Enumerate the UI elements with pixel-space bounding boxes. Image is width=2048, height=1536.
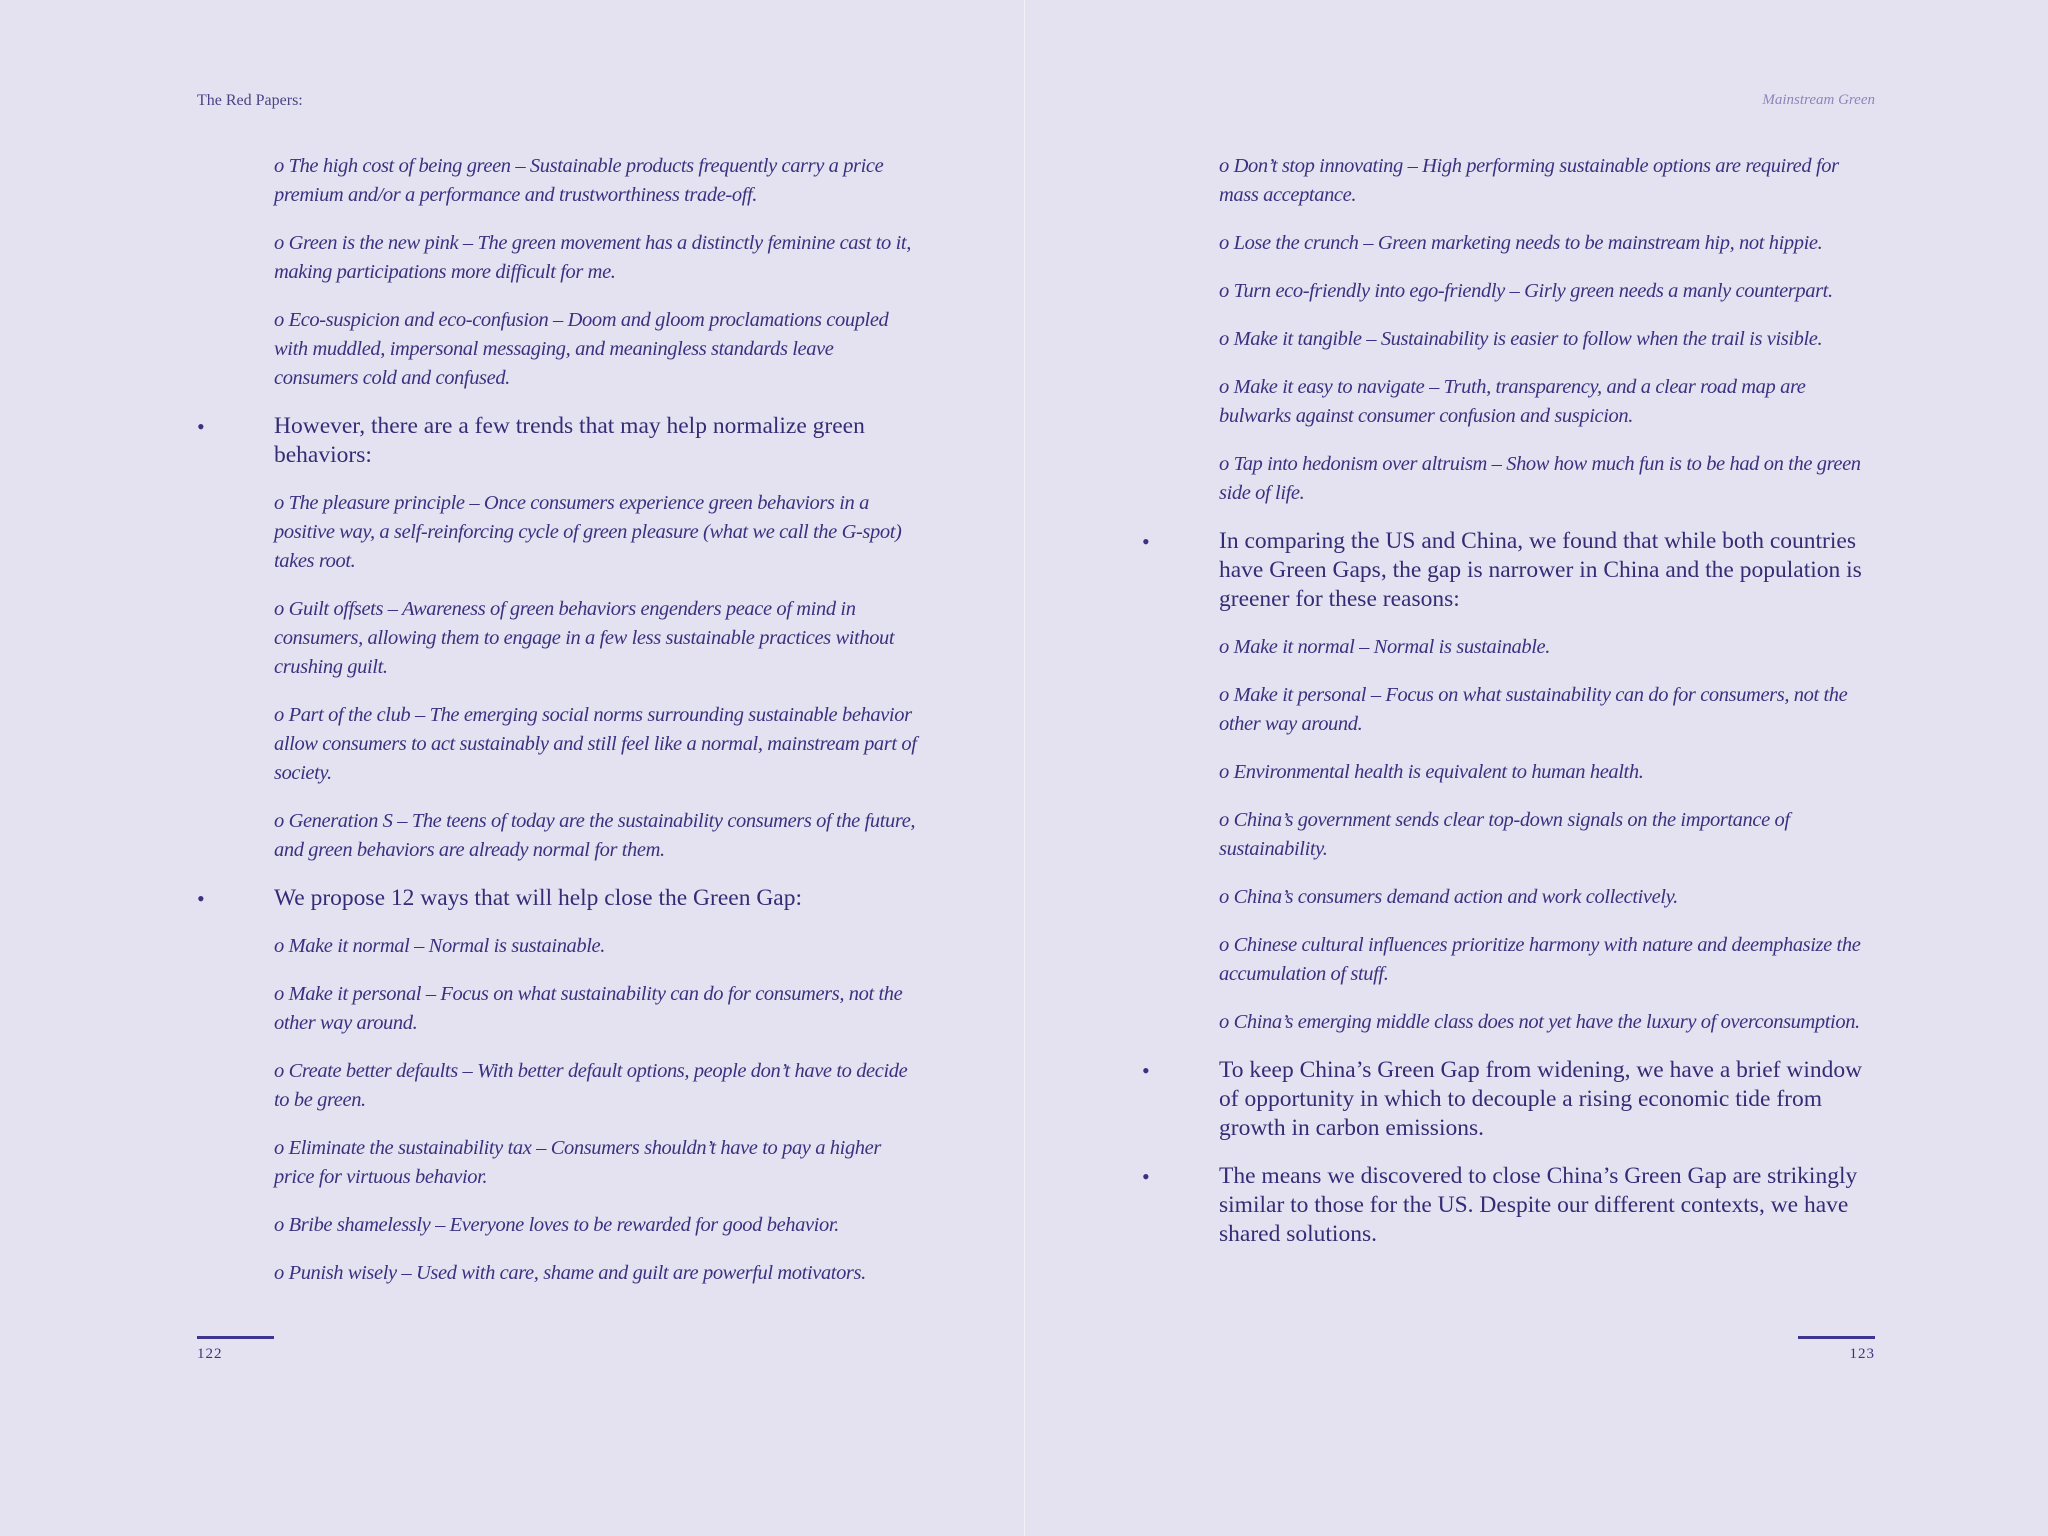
sub-point: o Guilt offsets – Awareness of green behaviors engenders peace of mind in consumers, allowing them to engage in a few less sustainable practices without crushing guilt. xyxy=(274,598,895,678)
bullet-text: To keep China’s Green Gap from widening, we have a brief window of opportunity in which to decouple a rising economic tide from growth in carbon emissions. xyxy=(1219,1057,1863,1141)
sub-point: o Don’t stop innovating – High performing sustainable options are required for mass acceptance. xyxy=(1219,155,1839,206)
bullet-text: However, there are a few trends that may help normalize green behaviors: xyxy=(274,413,865,468)
sub-point: o Make it normal – Normal is sustainable. xyxy=(274,935,605,957)
running-head: The Red Papers: xyxy=(197,92,303,109)
sub-point: o Green is the new pink – The green movement has a distinctly feminine cast to it, making participations more difficult for me. xyxy=(274,232,911,283)
page-body xyxy=(197,152,917,1307)
bullet-marker: • xyxy=(197,886,205,911)
folio-rule xyxy=(1798,1336,1875,1339)
sub-point: o Make it personal – Focus on what sustainability can do for consumers, not the other way around. xyxy=(274,983,903,1034)
sub-point: o China’s government sends clear top-down signals on the importance of sustainability. xyxy=(1219,809,1790,860)
sub-point: o Chinese cultural influences prioritize harmony with nature and deemphasize the accumulation of stuff. xyxy=(1219,934,1861,985)
sub-point: o Make it personal – Focus on what sustainability can do for consumers, not the other way around. xyxy=(1219,684,1848,735)
sub-point: o Punish wisely – Used with care, shame and guilt are powerful motivators. xyxy=(274,1262,866,1284)
sub-point: o Bribe shamelessly – Everyone loves to be rewarded for good behavior. xyxy=(274,1214,839,1236)
bullet-paragraph xyxy=(1142,1056,1875,1143)
bullet-text: In comparing the US and China, we found that while both countries have Green Gaps, the gap is narrower in China and the population is greener for these reasons: xyxy=(1219,528,1862,612)
sub-point: o Lose the crunch – Green marketing needs to be mainstream hip, not hippie. xyxy=(1219,232,1823,254)
sub-point: o The high cost of being green – Sustainable products frequently carry a price premium and/or a performance and trustworthiness trade-off. xyxy=(274,155,884,206)
bullet-paragraph xyxy=(1142,527,1875,614)
sub-point: o Eliminate the sustainability tax – Consumers shouldn’t have to pay a higher price for virtuous behavior. xyxy=(274,1137,881,1188)
sub-point: o China’s emerging middle class does not yet have the luxury of overconsumption. xyxy=(1219,1011,1860,1033)
bullet-marker: • xyxy=(197,414,205,439)
bullet-marker: • xyxy=(1142,529,1150,554)
bullet-text: We propose 12 ways that will help close the Green Gap: xyxy=(274,885,803,911)
running-head: Mainstream Green xyxy=(1762,92,1875,108)
sub-point: o Turn eco-friendly into ego-friendly – Girly green needs a manly counterpart. xyxy=(1219,280,1833,302)
bullet-text: The means we discovered to close China’s Green Gap are strikingly similar to those for the US. Despite our different contexts, we have shared solutions. xyxy=(1219,1163,1858,1247)
sub-point: o Generation S – The teens of today are the sustainability consumers of the future, and green behaviors are already normal for them. xyxy=(274,810,916,861)
sub-point: o Part of the club – The emerging social norms surrounding sustainable behavior allow consumers to act sustainably and still feel like a normal, mainstream part of society. xyxy=(274,704,917,784)
sub-point: o Make it normal – Normal is sustainable. xyxy=(1219,636,1550,658)
bullet-paragraph xyxy=(1142,1162,1875,1249)
page-number: 123 xyxy=(1849,1346,1875,1362)
page-number: 122 xyxy=(197,1346,223,1362)
sub-point: o The pleasure principle – Once consumers experience green behaviors in a positive way, a self-reinforcing cycle of green pleasure (what we call the G-spot) takes root. xyxy=(274,492,902,572)
sub-point: o China’s consumers demand action and work collectively. xyxy=(1219,886,1678,908)
sub-point: o Make it easy to navigate – Truth, transparency, and a clear road map are bulwarks against consumer confusion and suspicion. xyxy=(1219,376,1806,427)
page-body xyxy=(1142,152,1875,1268)
sub-point: o Make it tangible – Sustainability is easier to follow when the trail is visible. xyxy=(1219,328,1823,350)
sub-point: o Environmental health is equivalent to human health. xyxy=(1219,761,1644,783)
bullet-paragraph xyxy=(197,884,917,913)
sub-point: o Eco-suspicion and eco-confusion – Doom and gloom proclamations coupled with muddled, impersonal messaging, and meaningless standards leave consumers cold and confused. xyxy=(274,309,889,389)
bullet-marker: • xyxy=(1142,1058,1150,1083)
sub-point: o Create better defaults – With better default options, people don’t have to decide to be green. xyxy=(274,1060,908,1111)
folio-rule xyxy=(197,1336,274,1339)
bullet-paragraph xyxy=(197,412,917,470)
sub-point: o Tap into hedonism over altruism – Show how much fun is to be had on the green side of life. xyxy=(1219,453,1861,504)
bullet-marker: • xyxy=(1142,1164,1150,1189)
right-page xyxy=(1025,0,2048,1536)
